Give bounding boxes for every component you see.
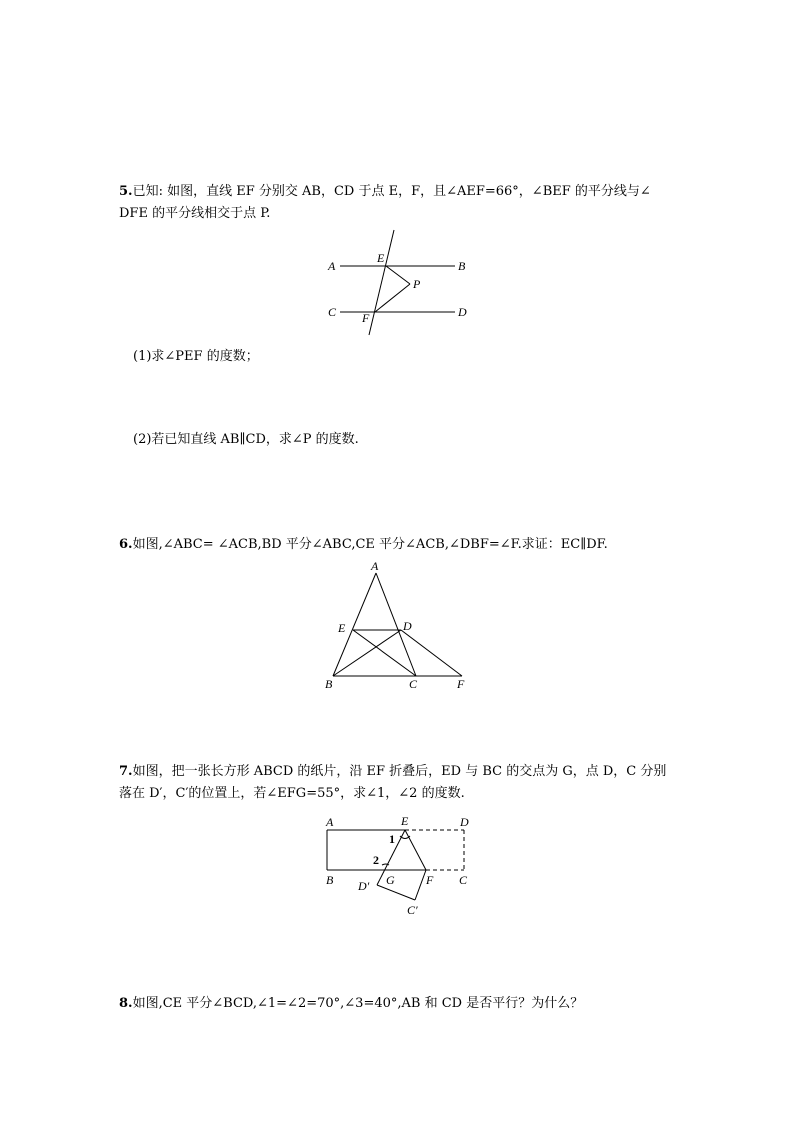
problem-8-number: 8.	[119, 996, 133, 1011]
folded-c-prime-f	[415, 870, 426, 900]
label-e: E	[338, 621, 346, 635]
label-a: A	[326, 815, 334, 829]
angle-2-arc	[382, 864, 389, 865]
label-f: F	[426, 873, 434, 887]
problem-5-question-2: (2)若已知直线 AB∥CD，求∠P 的度数.	[133, 432, 359, 447]
fold-ef	[405, 830, 426, 870]
label-p: P	[413, 277, 421, 291]
problem-5-text-1: 已知: 如图，直线 EF 分别交 AB，CD 于点 E，F，且∠AEF=66°，∠BEF 的平分线与∠	[132, 184, 651, 199]
problem-5-line-1	[119, 184, 651, 200]
label-f: F	[457, 677, 465, 691]
problem-8-text-1: 如图,CE 平分∠BCD,∠1=∠2=70°,∠3=40°,AB 和 CD 是否平行？为什么？	[132, 996, 584, 1011]
label-angle-2: 2	[373, 853, 379, 867]
problem-7-line-1	[119, 764, 666, 780]
segment-df	[401, 630, 462, 676]
label-g: G	[386, 873, 395, 887]
problem-7-number: 7.	[119, 764, 133, 779]
label-e: E	[377, 251, 385, 265]
problem-6-line-1	[119, 537, 608, 553]
problem-7-text-1: 如图，把一张长方形 ABCD 的纸片，沿 EF 折叠后，ED 与 BC 的交点为 G，点 D，C 分别	[132, 764, 667, 779]
label-d-prime: D′	[358, 879, 370, 893]
label-b: B	[326, 873, 334, 887]
problem-5-line-2: DFE 的平分线相交于点 P.	[119, 206, 271, 221]
problem-5-figure	[320, 225, 480, 340]
label-d: D	[458, 305, 467, 319]
problem-6-text-1: 如图,∠ABC= ∠ACB,BD 平分∠ABC,CE 平分∠ACB,∠DBF=∠F.求证：EC∥DF.	[132, 537, 608, 552]
problem-6-number: 6.	[119, 537, 133, 552]
label-b: B	[458, 259, 466, 273]
label-f: F	[362, 311, 370, 325]
label-e: E	[401, 814, 409, 828]
problem-6-figure	[320, 555, 475, 695]
segment-ep	[386, 266, 410, 284]
problem-7-line-2: 落在 D′，C′的位置上，若∠EFG=55°，求∠1，∠2 的度数.	[119, 786, 465, 801]
problem-8-line-1	[119, 996, 583, 1012]
label-b: B	[325, 677, 333, 691]
problem-5-number: 5.	[119, 184, 133, 199]
segment-bd	[333, 630, 401, 676]
line-ef	[369, 230, 394, 335]
label-c: C	[409, 677, 418, 691]
label-a: A	[371, 559, 379, 573]
label-c: C	[328, 305, 337, 319]
label-d: D	[403, 619, 412, 633]
label-c-prime: C′	[407, 903, 418, 917]
folded-d-prime-c-prime	[377, 885, 415, 900]
problem-7-figure	[320, 812, 480, 930]
label-angle-1: 1	[389, 832, 395, 846]
label-a: A	[328, 259, 336, 273]
problem-5-question-1: (1)求∠PEF 的度数；	[133, 349, 259, 364]
label-c: C	[459, 873, 468, 887]
label-d: D	[460, 815, 469, 829]
